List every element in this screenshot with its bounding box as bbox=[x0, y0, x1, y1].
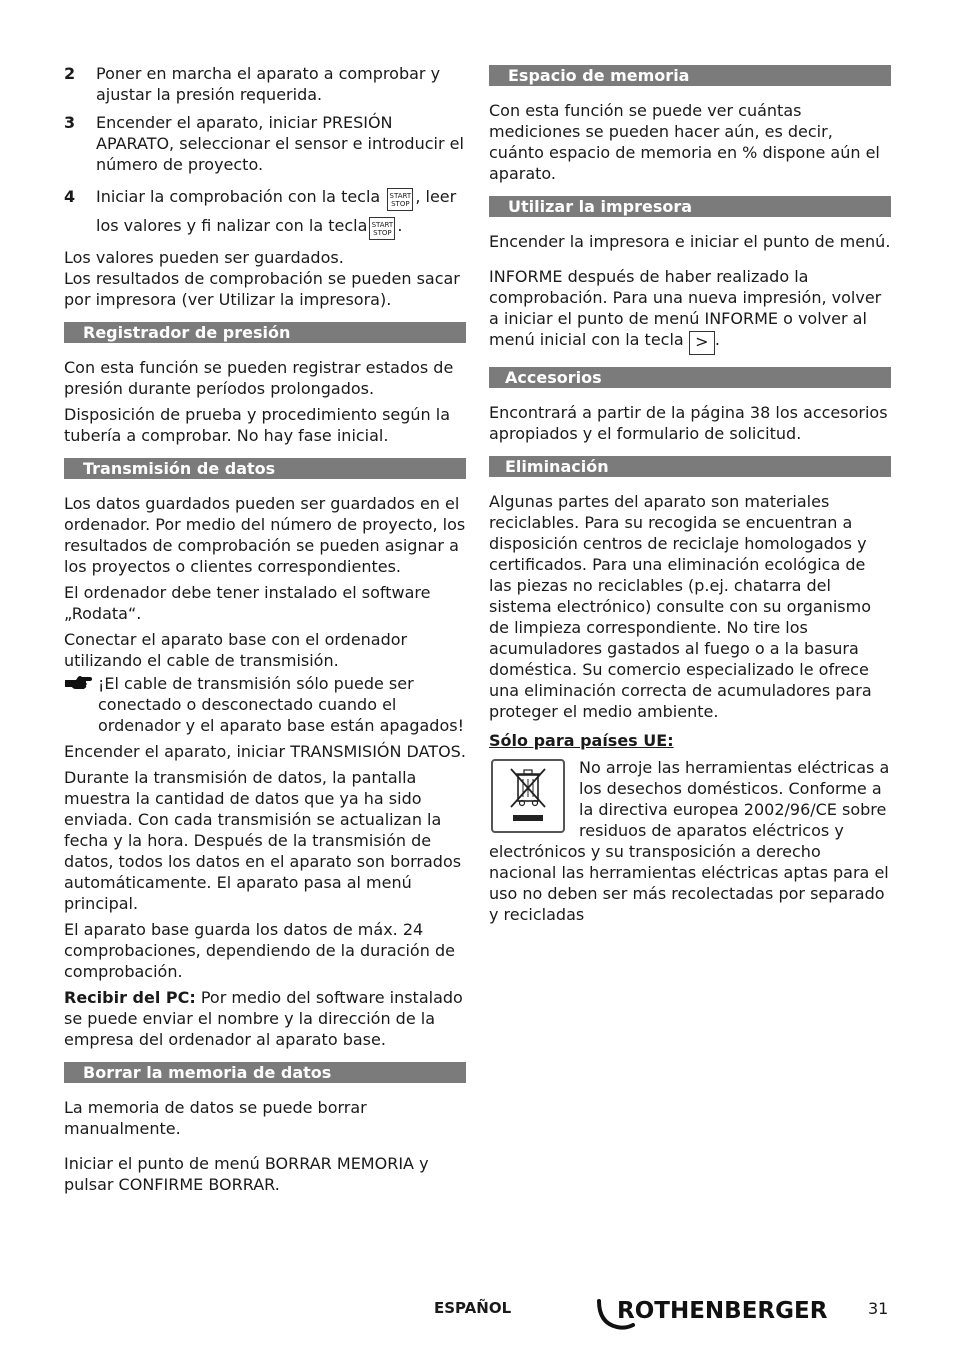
rothenberger-logo bbox=[595, 1293, 835, 1338]
step-2 bbox=[64, 63, 466, 105]
step-number: 3 bbox=[64, 113, 76, 132]
section-heading-borrar: Borrar la memoria de datos bbox=[64, 1062, 466, 1083]
arrow-key-icon: > bbox=[689, 331, 715, 355]
paragraph: Los resultados de comprobación se pueden sacar por impresora (ver Utilizar la impresora). bbox=[64, 269, 460, 309]
section-heading-impresora: Utilizar la impresora bbox=[489, 196, 891, 217]
paragraph-text: INFORME después de haber realizado la comprobación. Para una nueva impresión, volver a iniciar el punto de menú INFORME o volver al menú inicial con la tecla bbox=[489, 267, 882, 349]
eu-block bbox=[489, 757, 891, 925]
paragraph: Durante la transmisión de datos, la pantalla muestra la cantidad de datos que ya ha sido enviada. Con cada transmisión se actualizan la fecha y la hora. Después de la transmisión de datos, todos los datos en el aparato son borrados automáticamente. El aparato pasa al menú principal. bbox=[64, 768, 462, 913]
paragraph-text: Por medio del software instalado se puede enviar el nombre y la dirección de la empresa del ordenador al aparato base. bbox=[64, 988, 463, 1049]
note-text: ¡El cable de transmisión sólo puede ser conectado o desconectado cuando el ordenador y el aparato base están apagados! bbox=[98, 674, 464, 735]
step-text bbox=[96, 182, 466, 240]
left-column bbox=[64, 63, 466, 1200]
paragraph: Con esta función se pueden registrar estados de presión durante períodos prolongados. bbox=[64, 358, 454, 398]
paragraph: Conectar el aparato base con el ordenador utilizando el cable de transmisión. bbox=[64, 630, 408, 670]
paragraph: Iniciar el punto de menú BORRAR MEMORIA y pulsar CONFIRME BORRAR. bbox=[64, 1154, 429, 1194]
punctuation: . bbox=[714, 330, 720, 349]
warning-note bbox=[64, 673, 466, 736]
paragraph: Disposición de prueba y procedimiento según la tubería a comprobar. No hay fase inicial. bbox=[64, 405, 451, 445]
bold-lead: Recibir del PC: bbox=[64, 988, 196, 1007]
step-text: Poner en marcha el aparato a comprobar y ajustar la presión requerida. bbox=[96, 64, 441, 104]
section-heading-espacio: Espacio de memoria bbox=[489, 65, 891, 86]
footer-language: ESPAÑOL bbox=[434, 1299, 512, 1317]
step-text: Encender el aparato, iniciar PRESIÓN APARATO, seleccionar el sensor e introducir el número de proyecto. bbox=[96, 113, 464, 174]
paragraph: Algunas partes del aparato son materiales reciclables. Para su recogida se encuentran a disposición centros de reciclaje homologados y certificados. Para una eliminación ecológica de las piezas no reciclables (p.ej. chatarra del sistema electrónico) consulte con su organismo de limpieza correspondiente. No tire los acumuladores gastados al fuego o a la basura doméstica. Su comercio especializado le ofrece una eliminación correcta de acumuladores para proteger el medio ambiente. bbox=[489, 492, 872, 721]
step-4 bbox=[64, 182, 466, 240]
step-text-part: . bbox=[397, 216, 403, 235]
step-3 bbox=[64, 112, 466, 175]
paragraph: La memoria de datos se puede borrar manualmente. bbox=[64, 1098, 367, 1138]
paragraph: Los datos guardados pueden ser guardados en el ordenador. Por medio del número de proyecto, los resultados de comprobación se pueden asignar a los proyectos o clientes correspondientes. bbox=[64, 494, 466, 576]
paragraph: El ordenador debe tener instalado el software „Rodata“. bbox=[64, 583, 431, 623]
step-text-part: Iniciar la comprobación con la tecla bbox=[96, 187, 381, 206]
brand-text: ROTHENBERGER bbox=[617, 1298, 828, 1324]
paragraph: Los valores pueden ser guardados. bbox=[64, 248, 344, 267]
paragraph bbox=[489, 266, 891, 355]
step-number: 4 bbox=[64, 187, 76, 206]
paragraph: Encender la impresora e iniciar el punto de menú. bbox=[489, 232, 891, 251]
crossed-out-bin-icon bbox=[491, 759, 565, 833]
section-heading-accesorios: Accesorios bbox=[489, 367, 891, 388]
step-number: 2 bbox=[64, 64, 76, 83]
right-column bbox=[489, 63, 891, 930]
start-stop-key-icon: START STOP bbox=[369, 217, 395, 240]
page-number: 31 bbox=[868, 1299, 889, 1318]
section-heading-registrador: Registrador de presión bbox=[64, 322, 466, 343]
section-heading-eliminacion: Eliminación bbox=[489, 456, 891, 477]
paragraph bbox=[64, 987, 466, 1050]
paragraph: Encontrará a partir de la página 38 los accesorios apropiados y el formulario de solicitud. bbox=[489, 403, 888, 443]
eu-heading: Sólo para países UE: bbox=[489, 731, 674, 750]
paragraph: Encender el aparato, iniciar TRANSMISIÓN DATOS. bbox=[64, 742, 466, 761]
section-heading-transmision: Transmisión de datos bbox=[64, 458, 466, 479]
step-text-part: , leer los valores y fi nalizar con la tecla bbox=[96, 187, 457, 235]
paragraph: El aparato base guarda los datos de máx. 24 comprobaciones, dependiendo de la duración de comprobación. bbox=[64, 920, 455, 981]
paragraph: No arroje las herramientas eléctricas a los desechos domésticos. Conforme a la directiva europea 2002/96/CE sobre residuos de aparatos eléctricos y electrónicos y su transposición a derecho nacional las herramientas eléctricas aptas para el uso no deben ser más recolectadas por separado y recicladas bbox=[489, 758, 890, 924]
start-stop-key-icon: START STOP bbox=[387, 188, 413, 211]
paragraph: Con esta función se puede ver cuántas mediciones se pueden hacer aún, es decir, cuánto espacio de memoria en % dispone aún el aparato. bbox=[489, 101, 880, 183]
pointing-hand-icon bbox=[64, 673, 98, 736]
